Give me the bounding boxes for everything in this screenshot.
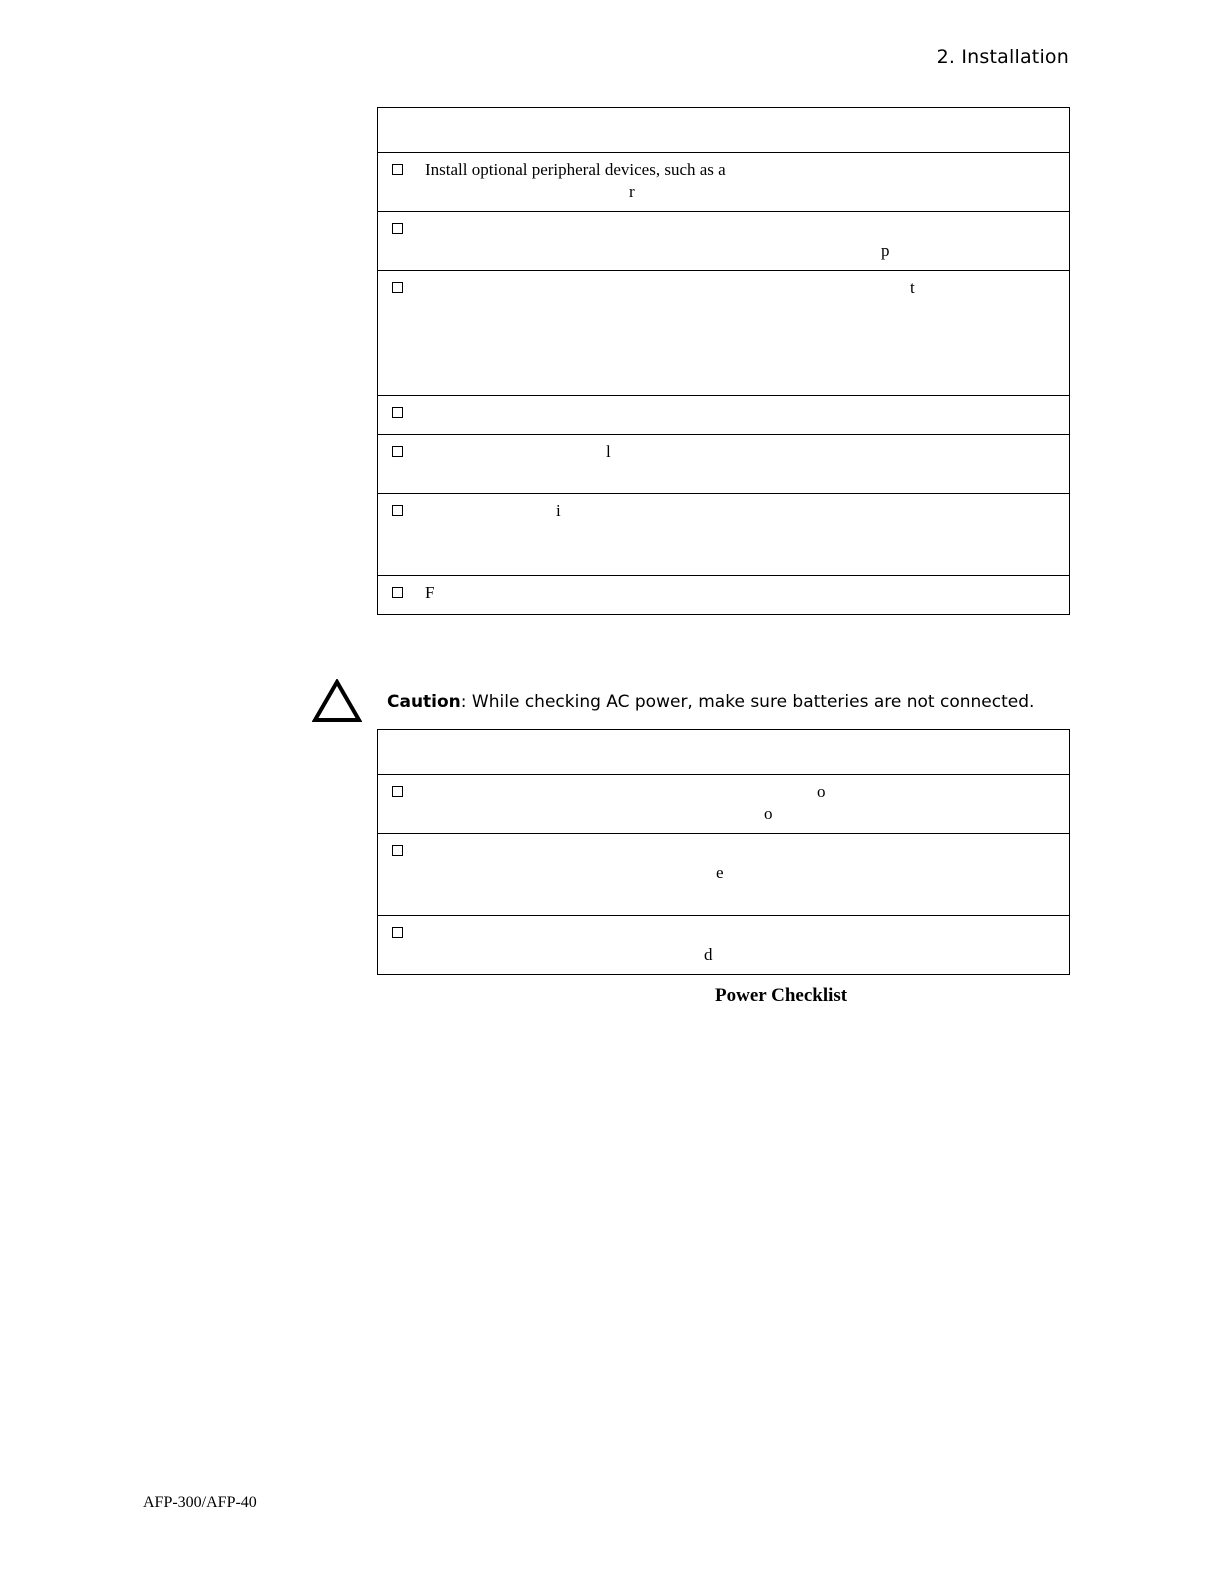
- checkbox[interactable]: [392, 845, 403, 856]
- checkbox[interactable]: [392, 223, 403, 234]
- row-text-fragment: o: [764, 804, 773, 823]
- table-row: [378, 916, 1070, 975]
- page-header-section: 2. Installation: [936, 46, 1069, 68]
- row-text-fragment: p: [881, 241, 890, 260]
- row-text-fragment: i: [556, 501, 561, 520]
- table-row: [378, 212, 1070, 271]
- checkbox[interactable]: [392, 282, 403, 293]
- table-row: [378, 435, 1070, 494]
- installation-checklist-table: [377, 107, 1070, 615]
- table-row: [378, 494, 1070, 576]
- power-checklist-table: [377, 729, 1070, 975]
- table-row: [378, 271, 1070, 396]
- row-text-fragment: e: [716, 863, 724, 882]
- table-row: [378, 834, 1070, 916]
- row-text: F: [425, 583, 435, 602]
- checkbox[interactable]: [392, 446, 403, 457]
- checkbox[interactable]: [392, 786, 403, 797]
- table-row: [378, 396, 1070, 435]
- row-text-fragment: l: [606, 442, 611, 461]
- checkbox[interactable]: [392, 587, 403, 598]
- checkbox[interactable]: [392, 407, 403, 418]
- table-caption: Power Checklist: [715, 985, 848, 1006]
- warning-triangle-icon: [312, 679, 362, 723]
- row-text-fragment: o: [817, 782, 826, 801]
- checkbox[interactable]: [392, 927, 403, 938]
- page-footer: AFP-300/AFP-40: [143, 1494, 257, 1511]
- row-text: Install optional peripheral devices, such as a: [425, 160, 726, 179]
- table-row: [378, 576, 1070, 615]
- row-text-fragment: d: [704, 945, 713, 964]
- table-header-row: [378, 108, 1070, 153]
- caution-label: Caution: [387, 692, 461, 712]
- table-header-row: [378, 730, 1070, 775]
- table-row: [378, 775, 1070, 834]
- table-row: [378, 153, 1070, 212]
- checkbox[interactable]: [392, 505, 403, 516]
- row-text-fragment: t: [910, 278, 915, 297]
- checkbox[interactable]: [392, 164, 403, 175]
- caution-note: [387, 692, 1034, 712]
- row-text-fragment: r: [629, 182, 635, 201]
- caution-text: : While checking AC power, make sure batteries are not connected.: [460, 692, 1035, 712]
